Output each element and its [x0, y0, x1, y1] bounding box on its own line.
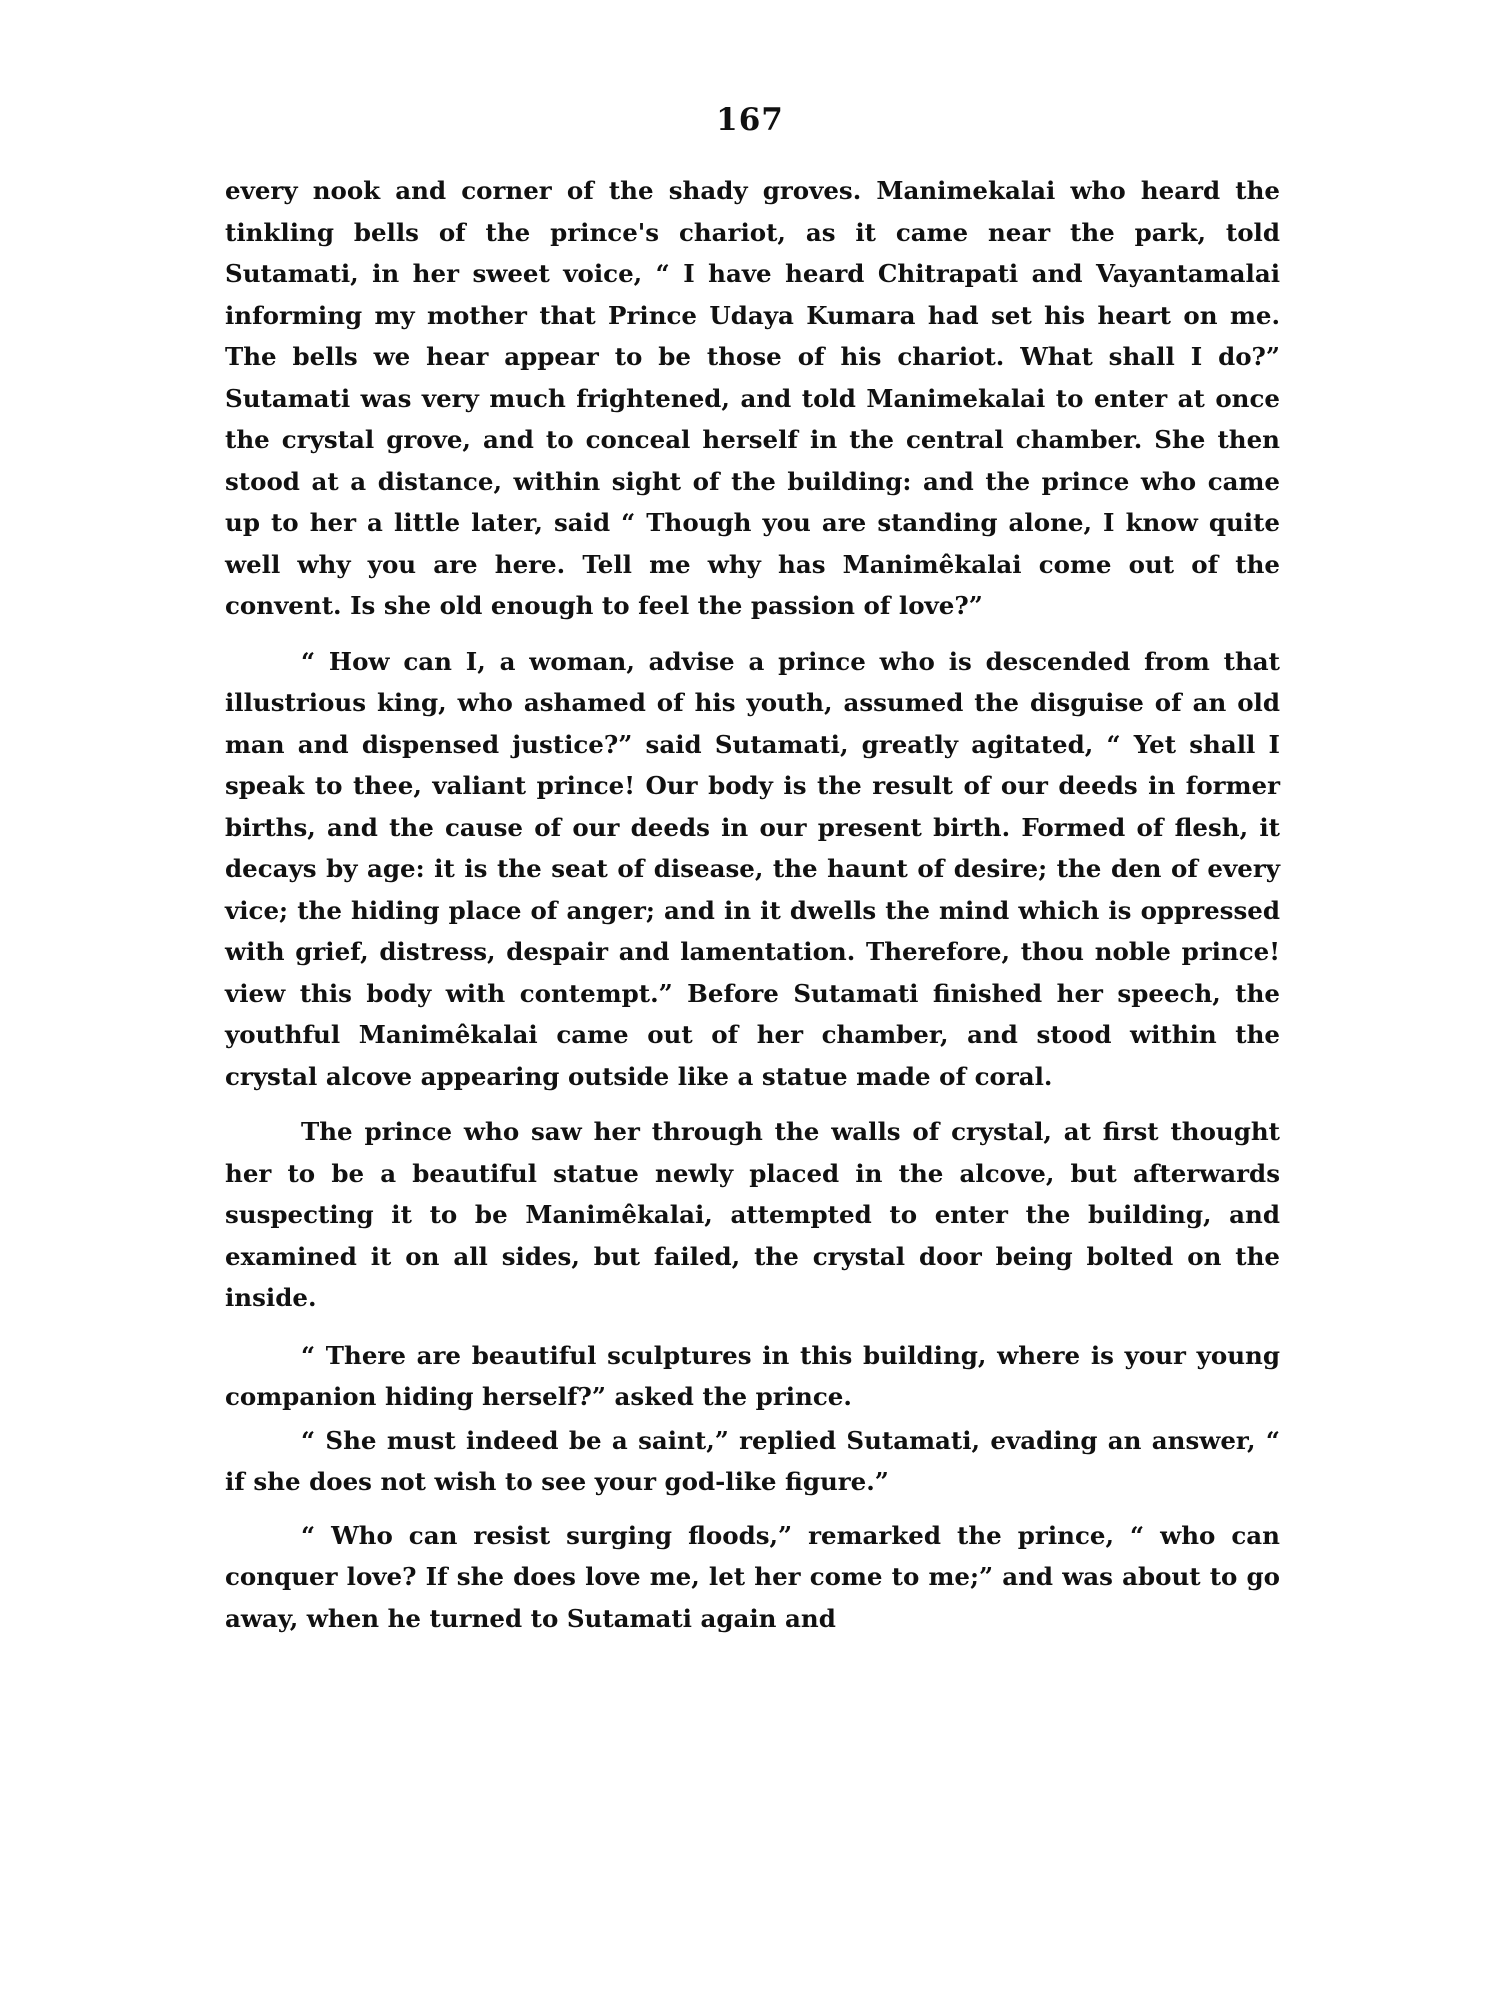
paragraph-1: every nook and corner of the shady groves. Manimekalai who heard the tinkling bells of the prince's chariot, as it came near the park, told Sutamati, in her sweet voice, “ I have heard Chitrapati and Vayantamalai informing my mother that Prince Udaya Kumara had set his heart on me. The bells we hear appear to be those of his chariot. What shall I do?” Sutamati was very much frightened, and told Manimekalai to enter at once the crystal grove, and to conceal herself in the central chamber. She then stood at a distance, within sight of the building: and the prince who came up to her a little later, said “ Though you are standing alone, I know quite well why you are here. Tell me why has Manimêkalai come out of the convent. Is she old enough to feel the passion of love?” [225, 176, 1280, 620]
paragraph-3: The prince who saw her through the walls of crystal, at first thought her to be a beautiful statue newly placed in the alcove, but afterwards suspecting it to be Manimêkalai, attempted to enter the building, and examined it on all sides, but failed, the crystal door being bolted on the inside. [225, 1117, 1280, 1312]
paragraph-2: “ How can I, a woman, advise a prince who is descended from that illustrious king, who ashamed of his youth, assumed the disguise of an old man and dispensed justice?” said Sutamati, greatly agitated, “ Yet shall I speak to thee, valiant prince! Our body is the result of our deeds in former births, and the cause of our deeds in our present birth. Formed of flesh, it decays by age: it is the seat of disease, the haunt of desire; the den of every vice; the hiding place of anger; and in it dwells the mind which is oppressed with grief, distress, despair and lamentation. Therefore, thou noble prince! view this body with contempt.” Before Sutamati finished her speech, the youthful Manimêkalai came out of her chamber, and stood within the crystal alcove appearing outside like a statue made of coral. [225, 646, 1280, 1091]
paragraph-5: “ She must indeed be a saint,” replied Sutamati, evading an answer, “ if she does not wish to see your god-like figure.” [225, 1425, 1280, 1496]
paragraph-6: “ Who can resist surging floods,” remarked the prince, “ who can conquer love? If she does love me, let her come to me;” and was about to go away, when he turned to Sutamati again and [225, 1520, 1280, 1633]
page-body [225, 170, 1280, 1639]
page-number: 167 [716, 102, 784, 138]
paragraph-4: “ There are beautiful sculptures in this building, where is your young companion hiding herself?” asked the prince. [225, 1340, 1280, 1411]
